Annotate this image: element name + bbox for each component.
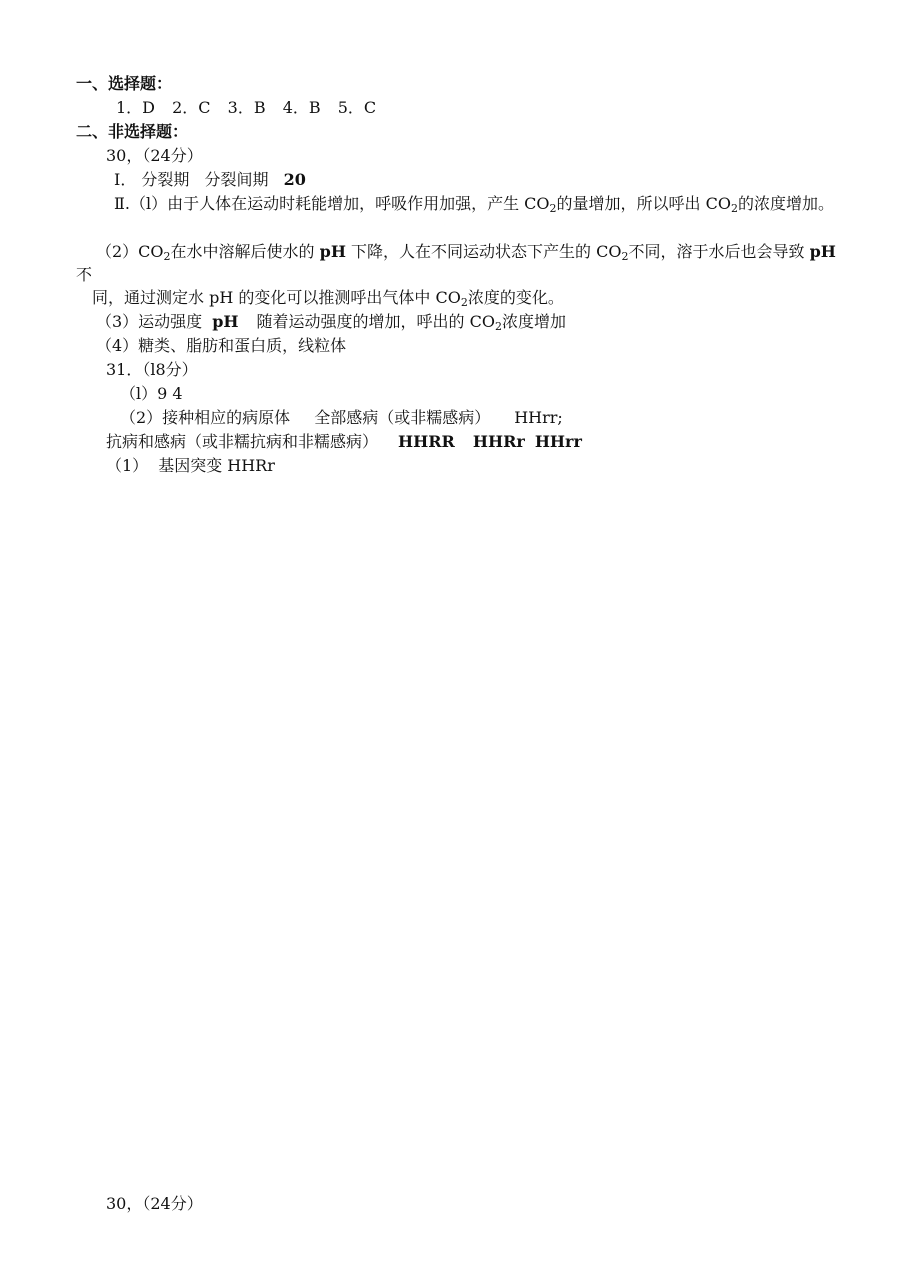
q31-part1: （l）9 4 bbox=[120, 384, 183, 403]
section1-heading: 一、选择题： bbox=[76, 74, 173, 93]
answer-2: 2．C bbox=[172, 98, 211, 117]
q30-part2-para2: $(2)CO_2$在水中溶解后使水的 pH 下降，人在不同运动状态下产生的 $CO_2$不同，溶于水后也会导致 pH 不 bbox=[76, 242, 836, 284]
q30-part2-para3: （3）运动强度 pH 随着运动强度的增加，呼出的 $CO_2$浓度增加 bbox=[96, 312, 566, 333]
answer-5: 5．C bbox=[337, 98, 377, 117]
q31-part3: （1） 基因突变 HHRr bbox=[106, 456, 275, 475]
answer-1: 1．D bbox=[116, 98, 156, 117]
section2-heading: 二、非选择题： bbox=[76, 122, 189, 141]
q30-part2-para2-cont: 同，通过测定水 pH 的变化可以推测呼出气体中 $CO_2$浓度的变化。 bbox=[92, 288, 564, 309]
choice-answers bbox=[116, 98, 376, 118]
q30-part1: Ⅰ． 分裂期 分裂间期 20 bbox=[114, 170, 306, 189]
q30-part2-para1: Ⅱ.（l）由于人体在运动时耗能增加，呼吸作用加强，产生 $CO_2$的量增加，所以呼出 $CO_2$的浓度增加。 bbox=[114, 194, 834, 215]
q31-part2: （2）接种相应的病原体 全部感病（或非糯感病） HHrr; bbox=[120, 408, 563, 427]
q31-part2-cont: 抗病和感病（或非糯抗病和非糯感病） HHRR HHRr HHrr bbox=[106, 432, 582, 451]
answer-4: 4．B bbox=[282, 98, 321, 117]
q30-part2-para4: （4）糖类、脂肪和蛋白质，线粒体 bbox=[96, 336, 347, 355]
q31-header: 31．（l8分） bbox=[106, 360, 198, 379]
q30-header: 30，（24分） bbox=[106, 146, 203, 165]
answer-3: 3．B bbox=[227, 98, 266, 117]
footer-repeat-header: 30，（24分） bbox=[106, 1194, 203, 1213]
